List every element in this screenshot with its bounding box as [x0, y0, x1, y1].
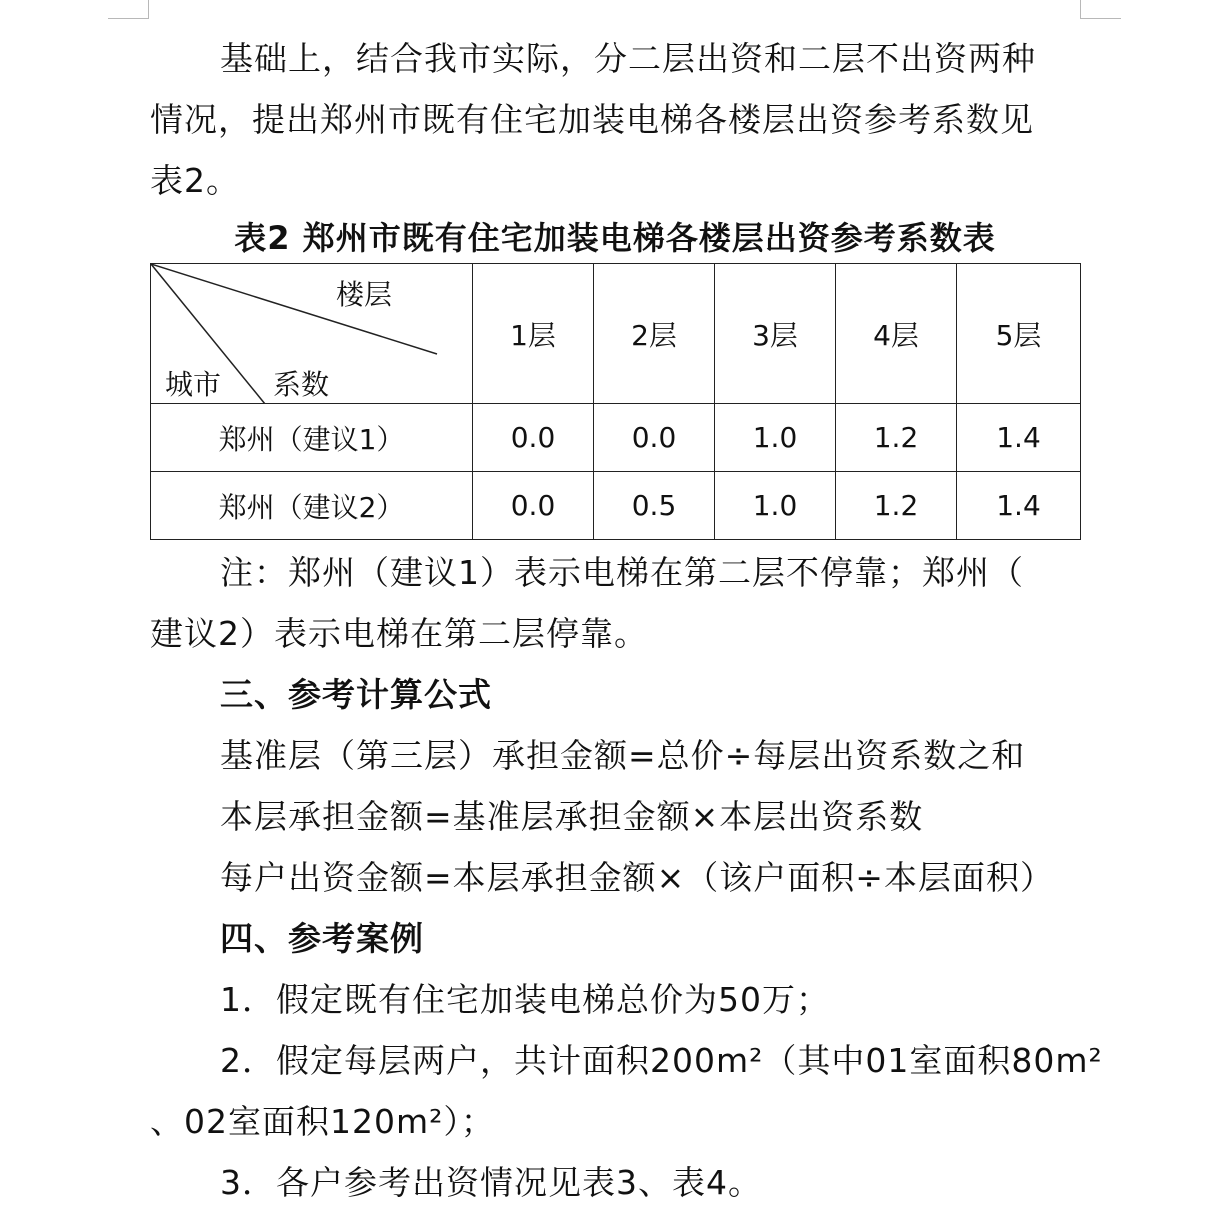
intro-line-2: 情况，提出郑州市既有住宅加装电梯各楼层出资参考系数见 [150, 100, 1034, 139]
table-cell: 1.2 [836, 472, 957, 540]
table-corner-cell [151, 264, 473, 404]
page-corner-mark-left [108, 0, 149, 19]
floor-header-4: 4层 [836, 264, 957, 404]
table-header-row [151, 264, 1081, 404]
page-corner-mark-right [1080, 0, 1121, 19]
table-cell: 1.4 [957, 472, 1081, 540]
note-line-1: 注：郑州（建议1）表示电梯在第二层不停靠；郑州（ [220, 553, 1024, 592]
coefficient-table [150, 263, 1081, 540]
intro-line-1: 基础上，结合我市实际，分二层出资和二层不出资两种 [220, 39, 1036, 78]
section-3-heading: 三、参考计算公式 [220, 675, 492, 714]
table-row [151, 472, 1081, 540]
corner-label-floor: 楼层 [336, 278, 393, 311]
table-cell: 1.0 [715, 472, 836, 540]
section-4-heading: 四、参考案例 [220, 919, 424, 958]
case-item-2-line-2: 、02室面积120m²）； [150, 1102, 495, 1141]
intro-line-3: 表2。 [150, 161, 240, 200]
case-item-2-line-1: 2．假定每层两户，共计面积200m²（其中01室面积80m² [220, 1041, 1103, 1080]
case-item-3: 3．各户参考出资情况见表3、表4。 [220, 1163, 762, 1202]
floor-header-3: 3层 [715, 264, 836, 404]
case-item-1: 1．假定既有住宅加装电梯总价为50万； [220, 980, 830, 1019]
table-cell: 1.2 [836, 404, 957, 472]
table-title: 表2 郑州市既有住宅加装电梯各楼层出资参考系数表 [234, 219, 996, 257]
formula-3: 每户出资金额=本层承担金额×（该户面积÷本层面积） [220, 858, 1054, 897]
table-cell: 0.0 [473, 472, 594, 540]
formula-2: 本层承担金额=基准层承担金额×本层出资系数 [220, 797, 924, 836]
floor-header-1: 1层 [473, 264, 594, 404]
table-cell: 0.0 [473, 404, 594, 472]
floor-header-5: 5层 [957, 264, 1081, 404]
corner-label-coefficient: 系数 [273, 368, 330, 401]
corner-label-city: 城市 [165, 368, 222, 401]
row-city-label: 郑州（建议2） [151, 472, 473, 540]
table-cell: 1.0 [715, 404, 836, 472]
table-cell: 0.5 [594, 472, 715, 540]
table-note [150, 542, 1080, 664]
floor-header-2: 2层 [594, 264, 715, 404]
formula-1: 基准层（第三层）承担金额=总价÷每层出资系数之和 [220, 736, 1026, 775]
table-row [151, 404, 1081, 472]
note-line-2: 建议2）表示电梯在第二层停靠。 [150, 614, 648, 653]
row-city-label: 郑州（建议1） [151, 404, 473, 472]
table-cell: 1.4 [957, 404, 1081, 472]
document-body [150, 28, 1103, 1213]
table-cell: 0.0 [594, 404, 715, 472]
